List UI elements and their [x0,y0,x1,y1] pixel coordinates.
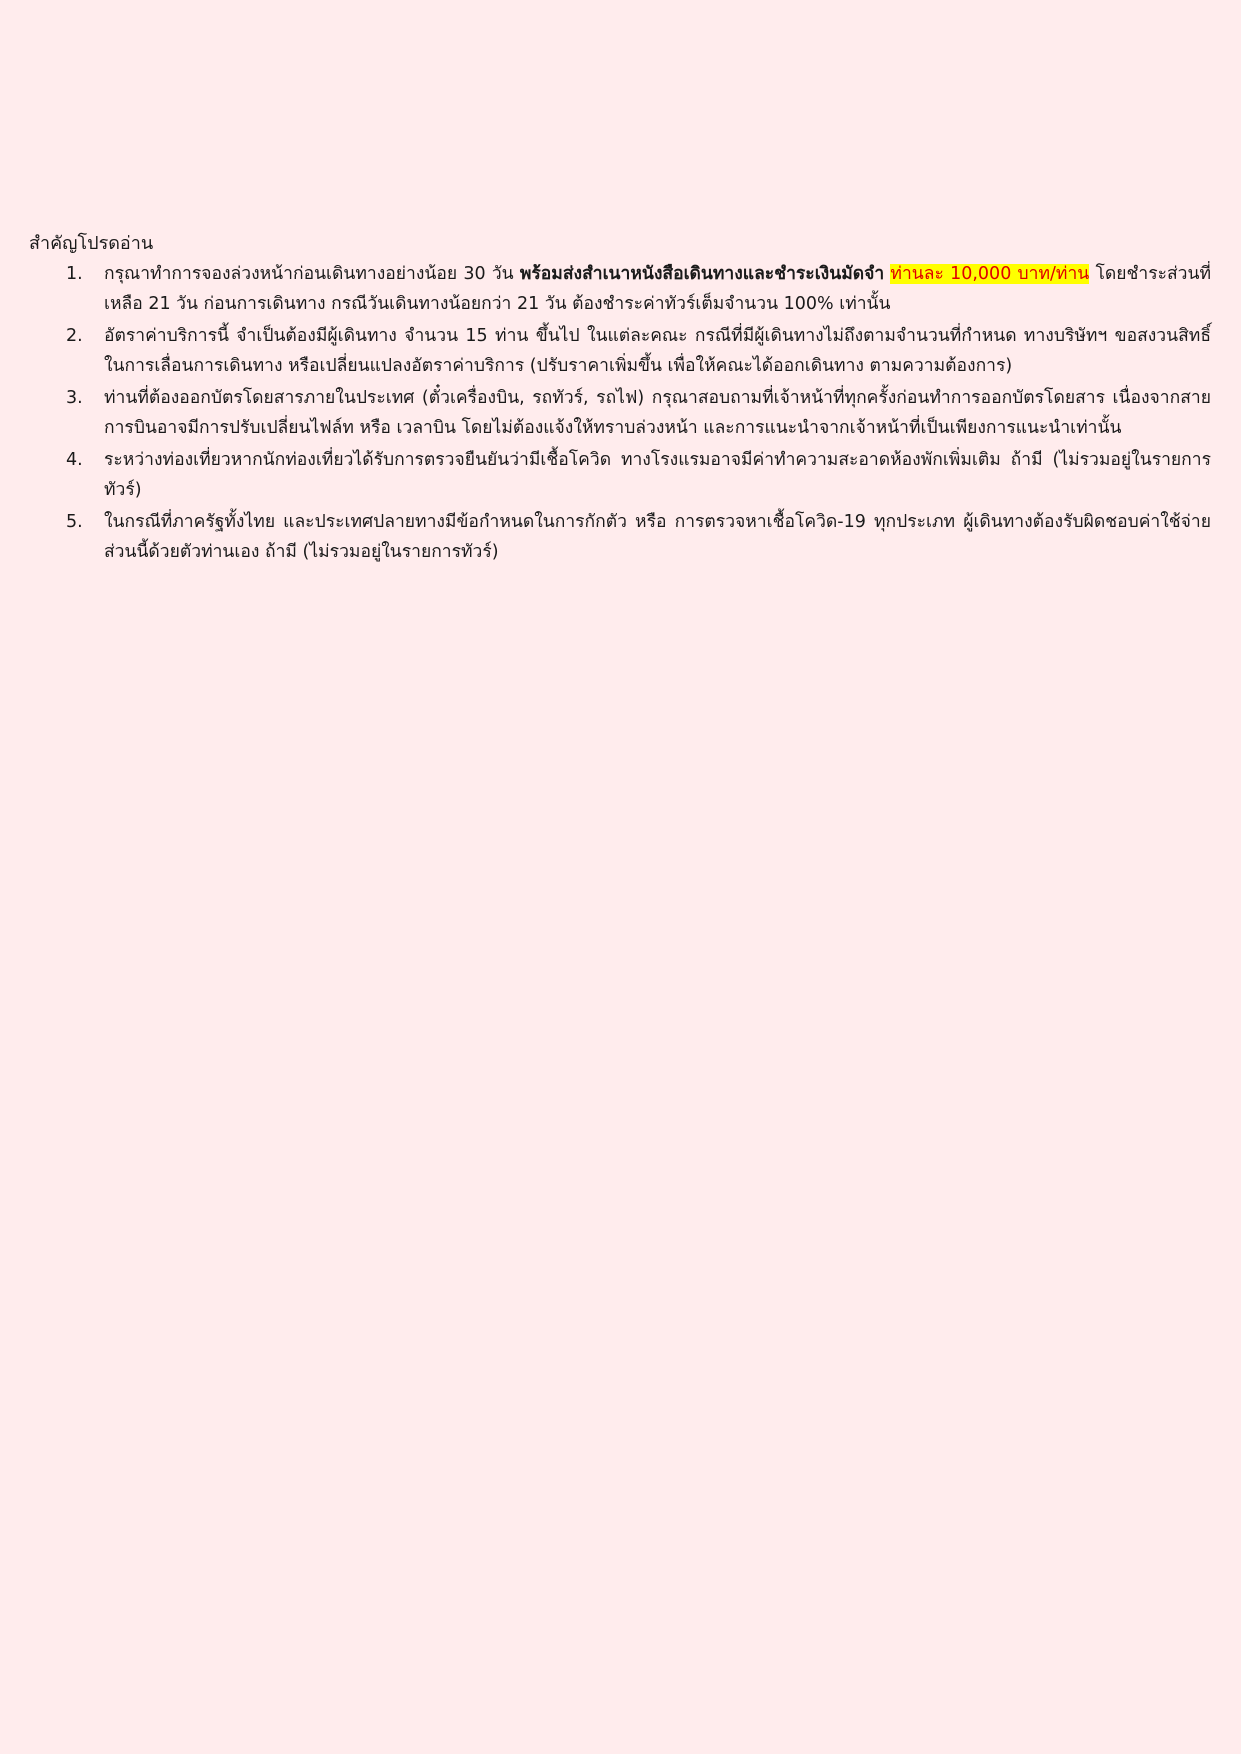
item-number: 2. [66,326,83,346]
item-text: ท่านที่ต้องออกบัตรโดยสารภายในประเทศ (ตั๋วเครื่องบิน, รถทัวร์, รถไฟ) กรุณาสอบถามที่เจ้าหน้าที่ทุกครั้งก่อนทำการออกบัตรโดยสาร เนื่องจากสายการบินอาจมีการปรับเปลี่ยนไฟล์ท หรือ เวลาบิน โดยไม่ต้องแจ้งให้ทราบล่วงหน้า และการแนะนำจากเจ้าหน้าที่เป็นเพียงการแนะนำเท่านั้น [104,388,1211,438]
deposit-amount-highlight: ท่านละ 10,000 บาท/ท่าน [890,264,1090,284]
important-notice [29,230,1211,570]
deposit-requirement-text: พร้อมส่งสำเนาหนังสือเดินทางและชำระเงินมัดจำ [519,264,885,284]
notice-item-4 [29,446,1211,505]
item-number: 1. [66,264,83,284]
item-number: 4. [66,450,83,470]
notice-item-2 [29,322,1211,381]
notice-item-5 [29,508,1211,567]
notice-item-3 [29,384,1211,443]
notice-item-1 [29,260,1211,319]
item-text: ระหว่างท่องเที่ยวหากนักท่องเที่ยวได้รับการตรวจยืนยันว่ามีเชื้อโควิด ทางโรงแรมอาจมีค่าทำความสะอาดห้องพักเพิ่มเติม ถ้ามี (ไม่รวมอยู่ในรายการทัวร์) [104,450,1211,500]
item-text-rest: โดยชำระส่วนที่เหลือ 21 วัน ก่อนการเดินทาง กรณีวันเดินทางน้อยกว่า 21 วัน ต้องชำระค่าทัวร์เต็มจำนวน 100% เท่านั้น [104,264,1212,314]
notice-list [29,260,1211,567]
item-text-intro: กรุณาทำการจองล่วงหน้าก่อนเดินทางอย่างน้อย 30 วัน [104,264,520,284]
item-number: 3. [66,388,83,408]
item-number: 5. [66,512,83,532]
item-text: ในกรณีที่ภาครัฐทั้งไทย และประเทศปลายทางมีข้อกำหนดในการกักตัว หรือ การตรวจหาเชื้อโควิด-19 ทุกประเภท ผู้เดินทางต้องรับผิดชอบค่าใช้จ่ายส่วนนี้ด้วยตัวท่านเอง ถ้ามี (ไม่รวมอยู่ในรายการทัวร์) [104,512,1211,562]
item-text: อัตราค่าบริการนี้ จำเป็นต้องมีผู้เดินทาง จำนวน 15 ท่าน ขึ้นไป ในแต่ละคณะ กรณีที่มีผู้เดินทางไม่ถึงตามจำนวนที่กำหนด ทางบริษัทฯ ขอสงวนสิทธิ์ในการเลื่อนการเดินทาง หรือเปลี่ยนแปลงอัตราค่าบริการ (ปรับราคาเพิ่มขึ้น เพื่อให้คณะได้ออกเดินทาง ตามความต้องการ) [104,326,1211,376]
notice-title: สำคัญโปรดอ่าน [29,233,154,254]
